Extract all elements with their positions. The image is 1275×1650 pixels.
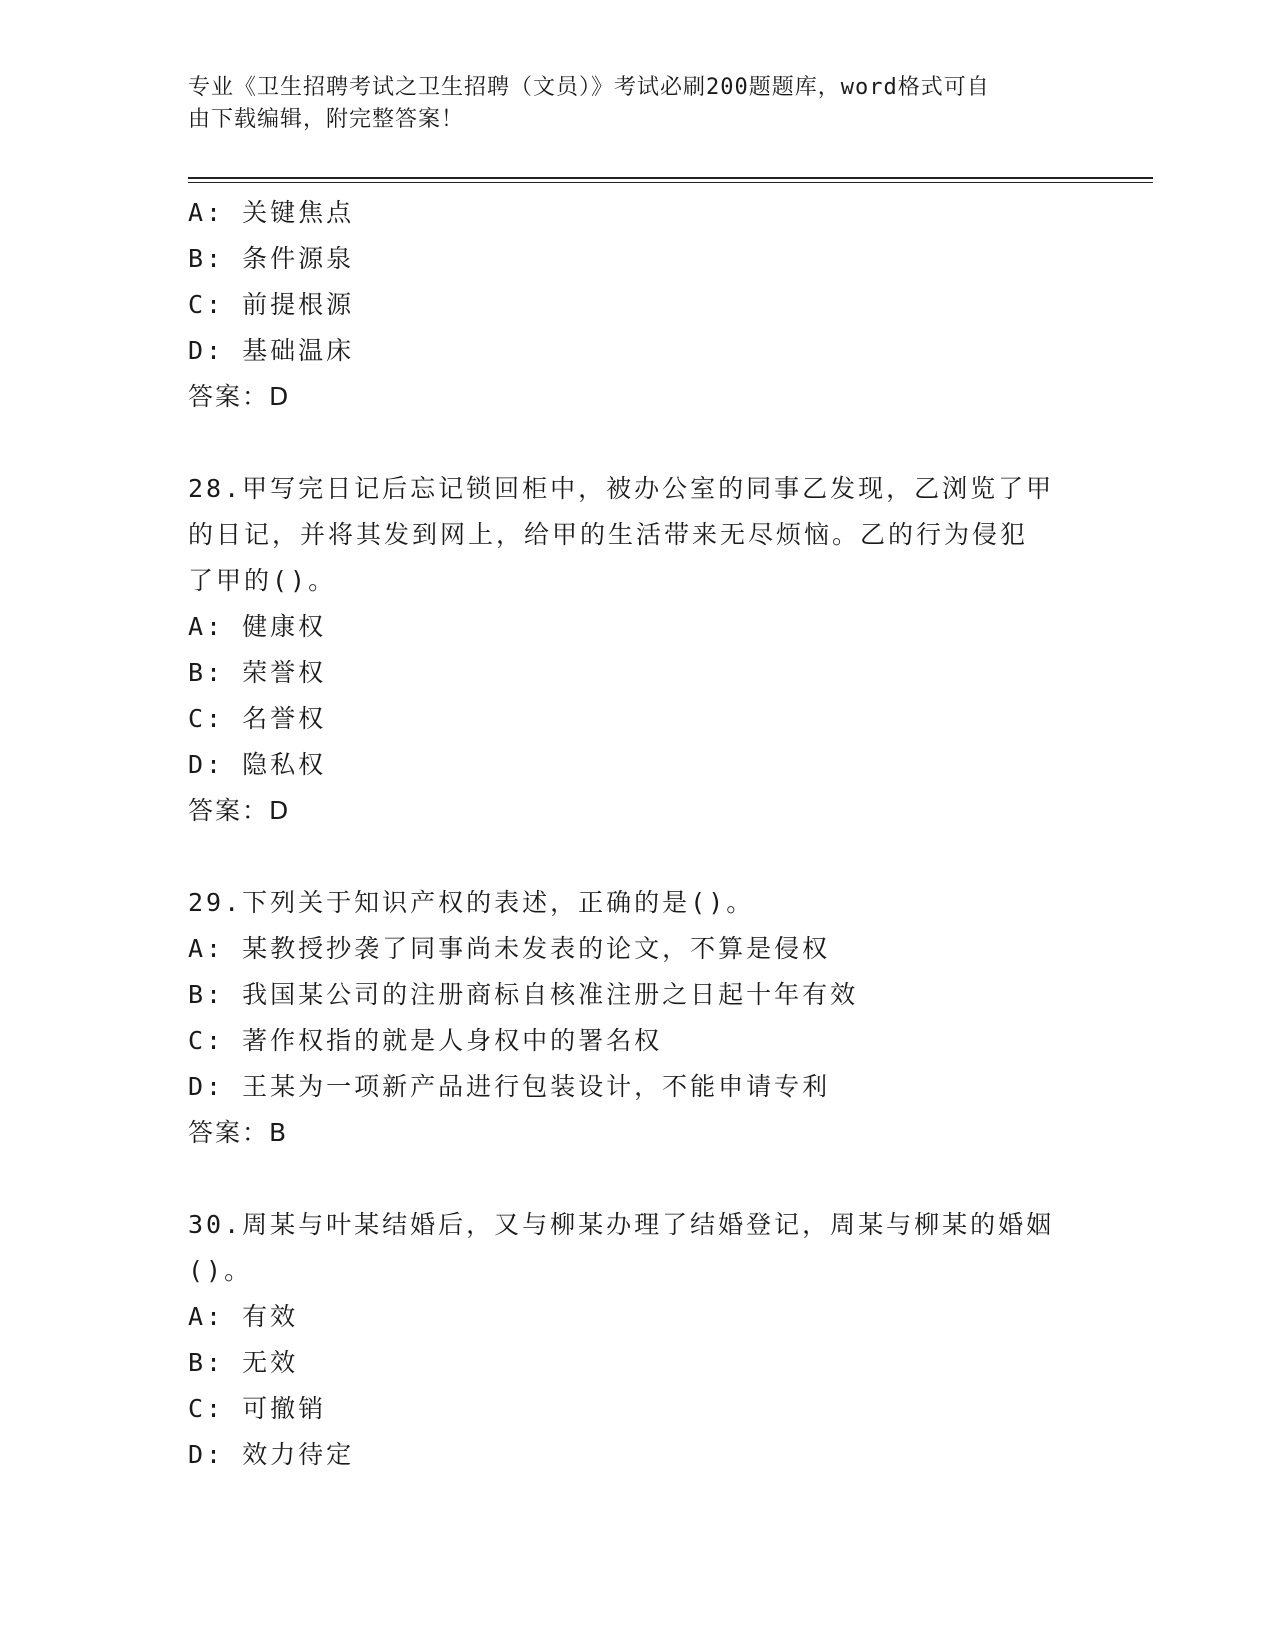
spacer (188, 420, 1088, 466)
question-30 (188, 1202, 1088, 1478)
option-d: D: 隐私权 (188, 750, 327, 779)
question-text-line: 的日记，并将其发到网上，给甲的生活带来无尽烦恼。乙的行为侵犯 (188, 520, 1029, 549)
option-a: A: 某教授抄袭了同事尚未发表的论文，不算是侵权 (188, 934, 831, 963)
option-c: C: 前提根源 (188, 290, 355, 319)
question-text-line: 30.周某与叶某结婚后，又与柳某办理了结婚登记，周某与柳某的婚姻 (188, 1210, 1055, 1239)
option-d: D: 效力待定 (188, 1440, 355, 1469)
header-line-1: 专业《卫生招聘考试之卫生招聘（文员）》考试必刷200题题库，word格式可自 (188, 75, 990, 100)
option-a: A: 关键焦点 (188, 198, 355, 227)
question-28 (188, 466, 1088, 834)
option-c: C: 名誉权 (188, 704, 327, 733)
option-b: B: 我国某公司的注册商标自核准注册之日起十年有效 (188, 980, 859, 1009)
option-d: D: 基础温床 (188, 336, 355, 365)
spacer (188, 1156, 1088, 1202)
option-d: D: 王某为一项新产品进行包装设计，不能申请专利 (188, 1072, 831, 1101)
question-text-line: 28.甲写完日记后忘记锁回柜中，被办公室的同事乙发现，乙浏览了甲 (188, 474, 1055, 503)
question-text-line: 29.下列关于知识产权的表述，正确的是()。 (188, 888, 755, 917)
question-text-line: 了甲的()。 (188, 566, 337, 595)
question-text-line: ()。 (188, 1256, 253, 1285)
header-divider-thin (188, 182, 1153, 183)
answer: 答案：D (188, 382, 291, 411)
document-header (188, 72, 1068, 136)
question-29 (188, 880, 1088, 1156)
option-b: B: 无效 (188, 1348, 299, 1377)
answer: 答案：B (188, 1118, 289, 1147)
question-list (188, 190, 1088, 1478)
option-a: A: 健康权 (188, 612, 327, 641)
option-c: C: 著作权指的就是人身权中的署名权 (188, 1026, 663, 1055)
header-divider-thick (188, 177, 1153, 179)
option-b: B: 荣誉权 (188, 658, 327, 687)
option-b: B: 条件源泉 (188, 244, 355, 273)
option-a: A: 有效 (188, 1302, 299, 1331)
answer: 答案：D (188, 796, 291, 825)
question-27 (188, 190, 1088, 420)
header-line-2: 由下载编辑，附完整答案！ (188, 107, 465, 132)
spacer (188, 834, 1088, 880)
option-c: C: 可撤销 (188, 1394, 327, 1423)
